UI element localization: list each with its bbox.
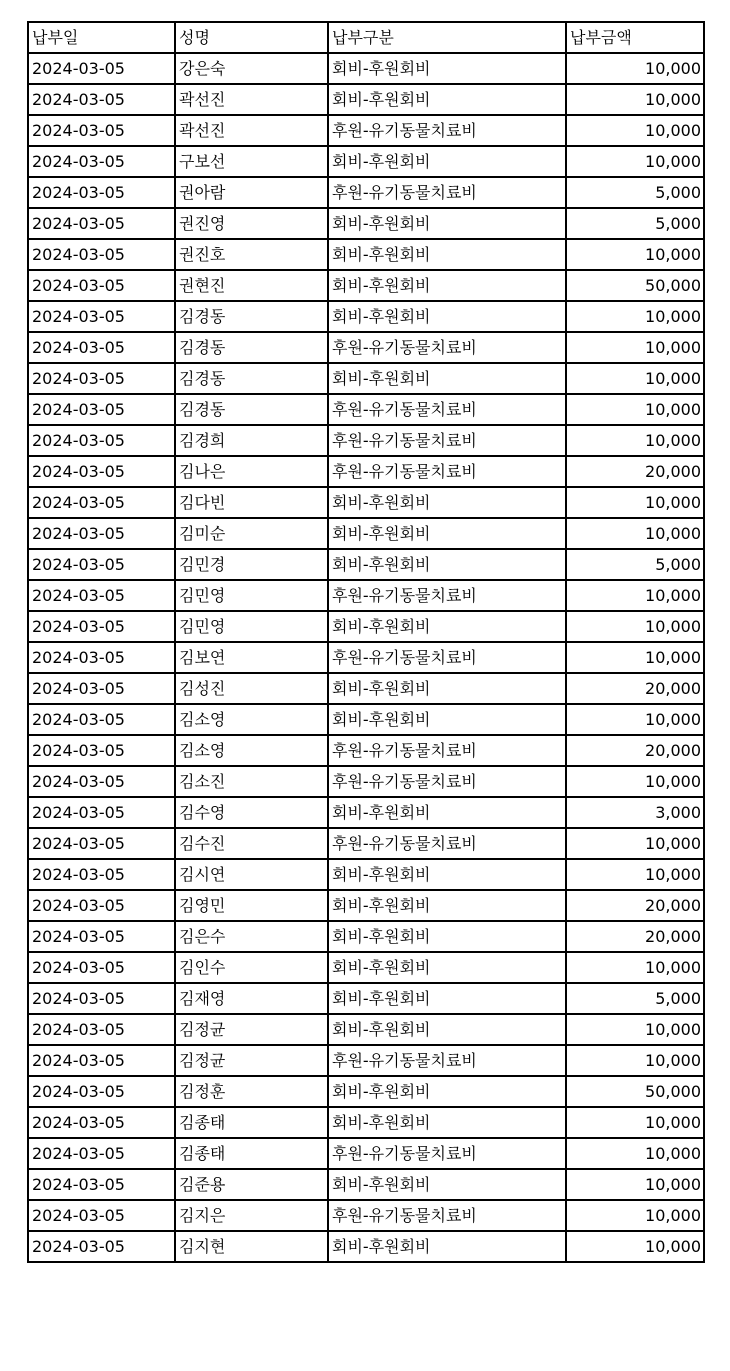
cell-payment-type: 후원-유기동물치료비	[328, 1200, 566, 1231]
cell-payment-date: 2024-03-05	[28, 828, 175, 859]
cell-payment-type: 회비-후원회비	[328, 208, 566, 239]
table-row	[28, 549, 704, 580]
cell-payment-date: 2024-03-05	[28, 332, 175, 363]
cell-payment-type: 후원-유기동물치료비	[328, 115, 566, 146]
cell-payment-type: 회비-후원회비	[328, 363, 566, 394]
cell-name: 김영민	[175, 890, 328, 921]
cell-name: 김경희	[175, 425, 328, 456]
cell-payment-date: 2024-03-05	[28, 766, 175, 797]
table-row	[28, 270, 704, 301]
cell-payment-type: 후원-유기동물치료비	[328, 735, 566, 766]
table-row	[28, 1107, 704, 1138]
table-row	[28, 146, 704, 177]
table-row	[28, 611, 704, 642]
cell-name: 곽선진	[175, 84, 328, 115]
cell-payment-type: 회비-후원회비	[328, 301, 566, 332]
cell-name: 강은숙	[175, 53, 328, 84]
cell-payment-date: 2024-03-05	[28, 704, 175, 735]
table-row	[28, 518, 704, 549]
cell-payment-date: 2024-03-05	[28, 611, 175, 642]
table-row	[28, 1045, 704, 1076]
cell-payment-amount: 10,000	[566, 1107, 704, 1138]
table-row	[28, 673, 704, 704]
table-row	[28, 239, 704, 270]
table-row	[28, 301, 704, 332]
cell-payment-amount: 50,000	[566, 270, 704, 301]
cell-name: 김나은	[175, 456, 328, 487]
cell-payment-type: 회비-후원회비	[328, 797, 566, 828]
cell-payment-date: 2024-03-05	[28, 1014, 175, 1045]
cell-payment-type: 회비-후원회비	[328, 704, 566, 735]
table-row	[28, 84, 704, 115]
table-row	[28, 1076, 704, 1107]
cell-payment-type: 후원-유기동물치료비	[328, 177, 566, 208]
table-row	[28, 952, 704, 983]
cell-name: 김정균	[175, 1014, 328, 1045]
cell-payment-amount: 10,000	[566, 642, 704, 673]
cell-payment-type: 회비-후원회비	[328, 859, 566, 890]
cell-name: 김경동	[175, 363, 328, 394]
cell-payment-type: 후원-유기동물치료비	[328, 1045, 566, 1076]
payment-table	[27, 21, 705, 1263]
cell-payment-type: 후원-유기동물치료비	[328, 394, 566, 425]
cell-payment-amount: 5,000	[566, 208, 704, 239]
header-payment-amount: 납부금액	[566, 22, 704, 53]
cell-payment-amount: 20,000	[566, 456, 704, 487]
cell-payment-amount: 10,000	[566, 1014, 704, 1045]
cell-payment-type: 회비-후원회비	[328, 890, 566, 921]
cell-payment-date: 2024-03-05	[28, 518, 175, 549]
cell-payment-amount: 10,000	[566, 1200, 704, 1231]
cell-payment-amount: 10,000	[566, 332, 704, 363]
cell-name: 김시연	[175, 859, 328, 890]
cell-name: 권현진	[175, 270, 328, 301]
cell-payment-date: 2024-03-05	[28, 1138, 175, 1169]
cell-name: 김소영	[175, 735, 328, 766]
cell-payment-date: 2024-03-05	[28, 797, 175, 828]
cell-payment-type: 회비-후원회비	[328, 239, 566, 270]
table-row	[28, 921, 704, 952]
cell-name: 김종태	[175, 1138, 328, 1169]
cell-payment-date: 2024-03-05	[28, 1231, 175, 1262]
table-row	[28, 828, 704, 859]
header-name: 성명	[175, 22, 328, 53]
cell-payment-amount: 10,000	[566, 487, 704, 518]
table-header-row	[28, 22, 704, 53]
cell-payment-amount: 10,000	[566, 580, 704, 611]
table-body	[28, 53, 704, 1262]
cell-name: 김경동	[175, 394, 328, 425]
cell-name: 권아람	[175, 177, 328, 208]
cell-payment-date: 2024-03-05	[28, 1169, 175, 1200]
cell-payment-amount: 5,000	[566, 549, 704, 580]
cell-payment-amount: 10,000	[566, 239, 704, 270]
cell-payment-date: 2024-03-05	[28, 177, 175, 208]
cell-payment-amount: 20,000	[566, 921, 704, 952]
table-row	[28, 580, 704, 611]
cell-name: 김성진	[175, 673, 328, 704]
cell-payment-date: 2024-03-05	[28, 673, 175, 704]
cell-payment-date: 2024-03-05	[28, 270, 175, 301]
cell-name: 김소영	[175, 704, 328, 735]
cell-name: 김민경	[175, 549, 328, 580]
cell-name: 김경동	[175, 301, 328, 332]
cell-payment-amount: 10,000	[566, 425, 704, 456]
cell-payment-type: 회비-후원회비	[328, 270, 566, 301]
cell-payment-type: 후원-유기동물치료비	[328, 642, 566, 673]
cell-payment-date: 2024-03-05	[28, 1107, 175, 1138]
cell-name: 김준용	[175, 1169, 328, 1200]
cell-payment-type: 회비-후원회비	[328, 146, 566, 177]
cell-payment-type: 회비-후원회비	[328, 84, 566, 115]
cell-payment-type: 회비-후원회비	[328, 983, 566, 1014]
cell-payment-type: 회비-후원회비	[328, 611, 566, 642]
cell-payment-type: 회비-후원회비	[328, 53, 566, 84]
cell-payment-date: 2024-03-05	[28, 115, 175, 146]
table-row	[28, 735, 704, 766]
cell-payment-type: 회비-후원회비	[328, 518, 566, 549]
cell-payment-type: 회비-후원회비	[328, 1107, 566, 1138]
cell-name: 권진호	[175, 239, 328, 270]
cell-payment-date: 2024-03-05	[28, 580, 175, 611]
table-row	[28, 456, 704, 487]
cell-payment-amount: 5,000	[566, 177, 704, 208]
cell-payment-date: 2024-03-05	[28, 456, 175, 487]
cell-payment-amount: 10,000	[566, 859, 704, 890]
cell-payment-amount: 3,000	[566, 797, 704, 828]
cell-payment-date: 2024-03-05	[28, 1045, 175, 1076]
table-row	[28, 1138, 704, 1169]
cell-name: 김민영	[175, 611, 328, 642]
cell-payment-date: 2024-03-05	[28, 487, 175, 518]
table-row	[28, 704, 704, 735]
cell-payment-date: 2024-03-05	[28, 146, 175, 177]
table-row	[28, 642, 704, 673]
cell-name: 곽선진	[175, 115, 328, 146]
table-row	[28, 425, 704, 456]
cell-payment-type: 회비-후원회비	[328, 549, 566, 580]
cell-payment-date: 2024-03-05	[28, 952, 175, 983]
cell-name: 김인수	[175, 952, 328, 983]
cell-payment-type: 후원-유기동물치료비	[328, 828, 566, 859]
cell-name: 김정균	[175, 1045, 328, 1076]
cell-payment-date: 2024-03-05	[28, 735, 175, 766]
cell-payment-date: 2024-03-05	[28, 208, 175, 239]
cell-payment-amount: 10,000	[566, 363, 704, 394]
table-row	[28, 115, 704, 146]
cell-name: 권진영	[175, 208, 328, 239]
header-payment-date: 납부일	[28, 22, 175, 53]
cell-payment-amount: 20,000	[566, 673, 704, 704]
cell-name: 김소진	[175, 766, 328, 797]
cell-payment-amount: 10,000	[566, 518, 704, 549]
cell-payment-amount: 10,000	[566, 301, 704, 332]
table-row	[28, 1169, 704, 1200]
cell-payment-type: 회비-후원회비	[328, 1076, 566, 1107]
cell-payment-type: 회비-후원회비	[328, 1014, 566, 1045]
cell-payment-amount: 10,000	[566, 394, 704, 425]
cell-name: 김미순	[175, 518, 328, 549]
cell-name: 구보선	[175, 146, 328, 177]
cell-payment-date: 2024-03-05	[28, 983, 175, 1014]
cell-payment-date: 2024-03-05	[28, 1076, 175, 1107]
cell-payment-date: 2024-03-05	[28, 890, 175, 921]
cell-payment-date: 2024-03-05	[28, 549, 175, 580]
cell-payment-type: 회비-후원회비	[328, 1169, 566, 1200]
table-row	[28, 1231, 704, 1262]
cell-name: 김보연	[175, 642, 328, 673]
cell-payment-amount: 20,000	[566, 735, 704, 766]
table-row	[28, 177, 704, 208]
cell-payment-amount: 50,000	[566, 1076, 704, 1107]
cell-payment-type: 회비-후원회비	[328, 487, 566, 518]
cell-payment-amount: 10,000	[566, 766, 704, 797]
cell-payment-date: 2024-03-05	[28, 1200, 175, 1231]
cell-payment-amount: 10,000	[566, 84, 704, 115]
cell-payment-type: 회비-후원회비	[328, 673, 566, 704]
cell-name: 김지은	[175, 1200, 328, 1231]
cell-payment-amount: 10,000	[566, 1231, 704, 1262]
header-payment-type: 납부구분	[328, 22, 566, 53]
cell-payment-date: 2024-03-05	[28, 921, 175, 952]
cell-payment-type: 회비-후원회비	[328, 1231, 566, 1262]
table-row	[28, 53, 704, 84]
table-row	[28, 1200, 704, 1231]
table-row	[28, 983, 704, 1014]
cell-payment-date: 2024-03-05	[28, 301, 175, 332]
cell-name: 김수영	[175, 797, 328, 828]
cell-payment-amount: 20,000	[566, 890, 704, 921]
cell-name: 김수진	[175, 828, 328, 859]
cell-payment-amount: 5,000	[566, 983, 704, 1014]
cell-name: 김경동	[175, 332, 328, 363]
cell-payment-date: 2024-03-05	[28, 859, 175, 890]
cell-name: 김다빈	[175, 487, 328, 518]
cell-payment-amount: 10,000	[566, 704, 704, 735]
cell-payment-type: 후원-유기동물치료비	[328, 425, 566, 456]
cell-payment-amount: 10,000	[566, 1138, 704, 1169]
cell-payment-date: 2024-03-05	[28, 363, 175, 394]
cell-payment-amount: 10,000	[566, 146, 704, 177]
cell-name: 김정훈	[175, 1076, 328, 1107]
cell-payment-type: 후원-유기동물치료비	[328, 456, 566, 487]
table-row	[28, 363, 704, 394]
cell-payment-type: 후원-유기동물치료비	[328, 766, 566, 797]
cell-payment-date: 2024-03-05	[28, 239, 175, 270]
table-row	[28, 394, 704, 425]
cell-payment-amount: 10,000	[566, 1169, 704, 1200]
cell-payment-date: 2024-03-05	[28, 425, 175, 456]
cell-name: 김재영	[175, 983, 328, 1014]
cell-payment-date: 2024-03-05	[28, 394, 175, 425]
cell-payment-date: 2024-03-05	[28, 53, 175, 84]
cell-name: 김지현	[175, 1231, 328, 1262]
cell-name: 김민영	[175, 580, 328, 611]
cell-payment-amount: 10,000	[566, 115, 704, 146]
cell-payment-date: 2024-03-05	[28, 642, 175, 673]
cell-payment-amount: 10,000	[566, 1045, 704, 1076]
cell-payment-type: 회비-후원회비	[328, 921, 566, 952]
cell-payment-type: 후원-유기동물치료비	[328, 1138, 566, 1169]
table-row	[28, 332, 704, 363]
table-row	[28, 487, 704, 518]
cell-payment-type: 후원-유기동물치료비	[328, 332, 566, 363]
table-row	[28, 797, 704, 828]
cell-payment-amount: 10,000	[566, 828, 704, 859]
table-row	[28, 859, 704, 890]
table-row	[28, 1014, 704, 1045]
table-row	[28, 766, 704, 797]
cell-name: 김종태	[175, 1107, 328, 1138]
cell-payment-amount: 10,000	[566, 952, 704, 983]
cell-payment-type: 회비-후원회비	[328, 952, 566, 983]
cell-name: 김은수	[175, 921, 328, 952]
table-row	[28, 890, 704, 921]
cell-payment-amount: 10,000	[566, 53, 704, 84]
cell-payment-date: 2024-03-05	[28, 84, 175, 115]
cell-payment-amount: 10,000	[566, 611, 704, 642]
table-row	[28, 208, 704, 239]
cell-payment-type: 후원-유기동물치료비	[328, 580, 566, 611]
